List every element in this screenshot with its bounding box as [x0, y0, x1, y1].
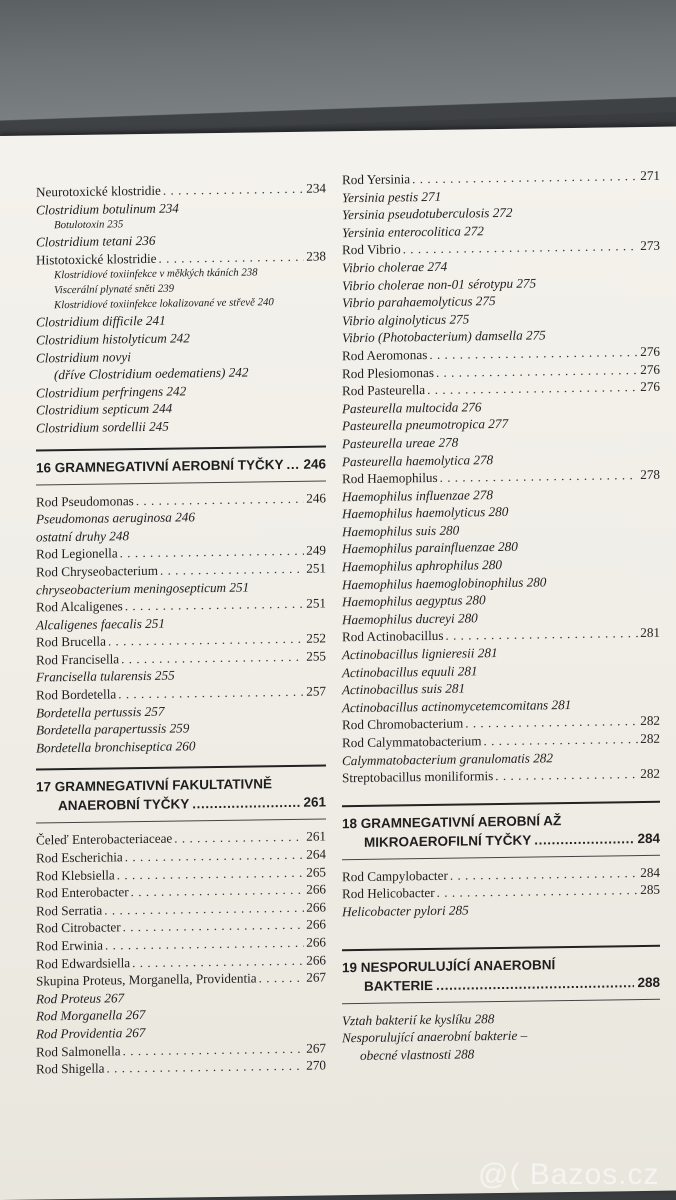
dot-leader: [163, 180, 304, 200]
toc-species: Pasteurella haemolytica 278: [342, 451, 494, 469]
toc-entry-title: Rod Chromobacterium: [342, 715, 464, 733]
toc-entry-title: Histotoxické klostridie: [36, 250, 157, 268]
toc-species: Rod Morganella 267: [36, 1007, 146, 1024]
toc-entry-title: Rod Shigella: [36, 1060, 105, 1077]
toc-entry-title: Rod Francisella: [36, 651, 120, 668]
toc-entry-page: 246: [306, 489, 326, 506]
toc-entry-page: 282: [640, 713, 660, 729]
toc-species: Clostridium novyi: [36, 348, 131, 366]
chapter-19-title-line1: 19 NESPORULUJÍCÍ ANAEROBNÍ: [342, 956, 556, 975]
dot-leader: [495, 765, 638, 785]
toc-entry-title: Rod Salmonella: [36, 1042, 121, 1060]
toc-entry-page: 266: [306, 934, 326, 950]
toc-entry-page: 278: [640, 466, 660, 483]
toc-entry-page: 284: [640, 864, 660, 880]
toc-species: Vibrio cholerae 274: [342, 258, 448, 276]
book-page: [0, 127, 676, 1200]
toc-species: Vibrio (Photobacterium) damsella 275: [342, 327, 546, 346]
toc-species: Calymmatobacterium granulomatis 282: [342, 749, 553, 768]
toc-entry-page: 282: [640, 765, 660, 782]
toc-entry-page: 276: [640, 343, 660, 359]
chapter-16-page: 246: [303, 455, 326, 472]
toc-entry-title: Rod Plesiomonas: [342, 364, 434, 381]
toc-species: Bordetella parapertussis 259: [36, 720, 190, 738]
toc-species: (dříve Clostridium oedematiens) 242: [54, 364, 249, 383]
toc-entry-page: 266: [306, 899, 326, 915]
toc-species: Helicobacter pylori 285: [342, 902, 469, 920]
toc-species: Yersinia enterocolitica 272: [342, 223, 484, 241]
toc-block-clostridia: [36, 179, 326, 437]
toc-species: Yersinia pestis 271: [342, 188, 442, 205]
toc-species: Pasteurella pneumotropica 277: [342, 416, 509, 434]
toc-block-chapter-18: [342, 864, 660, 921]
dot-leader: [403, 237, 639, 258]
dot-leader: [125, 595, 304, 615]
chapter-19-heading: [342, 944, 660, 1003]
toc-species: Haemophilus haemoglobinophilus 280: [342, 574, 547, 592]
toc-species: Clostridium sordellii 245: [36, 418, 169, 436]
dot-leader: [427, 378, 638, 399]
toc-block-continued: [342, 167, 660, 787]
toc-entry-title: Rod Alcaligenes: [36, 598, 123, 615]
toc-entry-title: Čeleď Enterobacteriaceae: [36, 831, 173, 848]
toc-entry-title: Rod Yersinia: [342, 171, 411, 188]
toc-entry-title: Rod Brucella: [36, 633, 106, 650]
toc-entry-page: 255: [306, 648, 326, 664]
toc-block-chapter-16: [36, 489, 326, 757]
toc-species: Pasteurella multocida 276: [342, 398, 482, 416]
toc-block-chapter-17: [36, 828, 326, 1078]
toc-species: Vztah bakterií ke kyslíku 288: [342, 1010, 495, 1028]
chapter-17-heading: [36, 765, 326, 824]
toc-entry-page: 276: [640, 378, 660, 395]
chapter-17-title-line2: ANAEROBNÍ TYČKY: [58, 796, 190, 814]
toc-species: Clostridium difficile 241: [36, 313, 166, 330]
chapter-17-title-line1: 17 GRAMNEGATIVNÍ FAKULTATIVNĚ: [36, 776, 273, 795]
toc-species: Actinobacillus suis 281: [342, 680, 466, 698]
toc-species: Haemophilus influenzae 278: [342, 486, 493, 504]
toc-subtopic: Klostridiové toxiinfekce lokalizované ve střevě 240: [54, 296, 274, 312]
toc-species: Rod Providentia 267: [36, 1024, 146, 1042]
toc-entry-page: 285: [640, 882, 660, 898]
dot-leader: [437, 881, 639, 901]
toc-species: Pseudomonas aeruginosa 246: [36, 509, 195, 527]
dot-leader: [412, 167, 638, 188]
toc-entry-page: 251: [306, 560, 326, 576]
dot-leader: [445, 625, 638, 645]
toc-entry-title: Rod Helicobacter: [342, 885, 435, 902]
chapter-17-page: 261: [303, 794, 326, 811]
toc-entry-title: Rod Erwinia: [36, 937, 104, 954]
toc-species: Nesporulující anaerobní bakterie –: [342, 1027, 528, 1046]
toc-species: Actinobacillus lignieresii 281: [342, 645, 498, 663]
chapter-18-heading: [342, 801, 660, 860]
toc-subtopic: Klostridiové toxiinfekce v měkkých tkáních 238: [54, 266, 258, 282]
toc-entry-page: 251: [306, 595, 326, 611]
chapter-18-title-line2: MIKROAEROFILNÍ TYČKY: [364, 832, 532, 850]
toc-species: Haemophilus ducreyi 280: [342, 610, 478, 628]
toc-entry-page: 266: [306, 916, 326, 933]
chapter-18-title-line1: 18 GRAMNEGATIVNÍ AEROBNÍ AŽ: [342, 812, 562, 832]
chapter-16-heading: [36, 445, 326, 485]
toc-species: Clostridium botulinum 234: [36, 200, 179, 218]
toc-species: Haemophilus haemolyticus 280: [342, 504, 509, 522]
toc-entry-title: Rod Bordetella: [36, 686, 117, 703]
dot-leader: [259, 969, 305, 987]
toc-species: Vibrio cholerae non-01 sérotypu 275: [342, 275, 537, 293]
toc-entry-title: Rod Haemophilus: [342, 469, 438, 487]
dot-leader: [159, 248, 305, 268]
toc-entry-title: Rod Vibrio: [342, 241, 401, 258]
toc-species: ostatní druhy 248: [36, 527, 130, 545]
toc-block-chapter-19: [342, 1007, 660, 1064]
toc-entry-title: Streptobacillus moniliformis: [342, 768, 494, 786]
toc-entry-title: Rod Pseudomonas: [36, 492, 134, 510]
toc-entry-page: 252: [306, 630, 326, 647]
toc-entry-title: Rod Campylobacter: [342, 867, 448, 885]
toc-species: Vibrio alginolyticus 275: [342, 311, 470, 328]
toc-species: Bordetella pertussis 257: [36, 703, 165, 721]
toc-species: Haemophilus parainfluenzae 280: [342, 539, 518, 557]
toc-subtopic: Viscerální plynaté sněti 239: [54, 282, 175, 297]
toc-entry-title: Rod Calymmatobacterium: [342, 733, 482, 751]
toc-entry-page: 261: [306, 828, 326, 845]
toc-entry-title: Rod Edwardsiella: [36, 954, 131, 972]
toc-entry-page: 249: [306, 542, 326, 559]
toc-entry-title: Rod Actinobacillus: [342, 628, 444, 645]
toc-species: Haemophilus aphrophilus 280: [342, 557, 502, 575]
chapter-19-page: 288: [637, 974, 660, 990]
dot-leader: [484, 730, 639, 750]
toc-entry-title: Rod Citrobacter: [36, 919, 121, 936]
toc-species: Pasteurella ureae 278: [342, 434, 459, 452]
toc-entry-page: 271: [640, 167, 660, 184]
dot-leader: [136, 489, 304, 509]
toc-species: Haemophilus suis 280: [342, 522, 460, 540]
toc-species: obecné vlastnosti 288: [360, 1046, 475, 1063]
toc-entry: [36, 1057, 326, 1079]
toc-species: Clostridium perfringens 242: [36, 383, 187, 401]
toc-entry-page: 265: [306, 864, 326, 880]
toc-entry-page: 267: [306, 1040, 326, 1056]
toc-species: Vibrio parahaemolyticus 275: [342, 293, 496, 311]
left-toc-column: [36, 179, 326, 1078]
toc-entry-title: Rod Chryseobacterium: [36, 562, 158, 580]
toc-entry-page: 266: [306, 952, 326, 968]
chapter-16-title: 16 GRAMNEGATIVNÍ AEROBNÍ TYČKY: [36, 456, 284, 476]
dot-leader: [118, 683, 304, 703]
chapter-18-page: 284: [637, 830, 660, 846]
toc-species: Rod Proteus 267: [36, 990, 125, 1007]
toc-entry-title: Skupina Proteus, Morganella, Providentia: [36, 970, 257, 989]
toc-species: Actinobacillus equuli 281: [342, 662, 478, 680]
dot-leader: [440, 466, 639, 486]
toc-species: Alcaligenes faecalis 251: [36, 615, 165, 633]
right-toc-column: [342, 167, 660, 1065]
toc-entry-title: Rod Aeromonas: [342, 346, 428, 364]
toc-entry-page: 273: [640, 238, 660, 254]
toc-entry-title: Rod Serratia: [36, 902, 103, 919]
toc-entry-page: 264: [306, 846, 326, 862]
toc-entry-title: Rod Legionella: [36, 545, 118, 562]
dot-leader: [121, 648, 304, 668]
toc-entry: [342, 765, 660, 787]
toc-species: Yersinia pseudotuberculosis 272: [342, 205, 513, 223]
toc-entry-page: 257: [306, 683, 326, 699]
toc-entry-page: 282: [640, 730, 660, 747]
toc-entry-page: 266: [306, 881, 326, 897]
toc-species: Haemophilus aegyptus 280: [342, 592, 486, 610]
toc-entry-page: 234: [306, 180, 326, 196]
toc-entry-page: 276: [640, 361, 660, 377]
toc-species: Francisella tularensis 255: [36, 668, 175, 685]
toc-entry-title: Rod Escherichia: [36, 849, 123, 866]
toc-species: Actinobacillus actinomycetemcomitans 281: [342, 696, 572, 716]
toc-subtopic: Botulotoxin 235: [54, 218, 124, 232]
toc-entry-title: Rod Enterobacter: [36, 884, 129, 901]
dot-leader: [160, 560, 304, 580]
toc-species: chryseobacterium meningosepticum 251: [36, 579, 250, 597]
toc-entry-title: Rod Klebsiella: [36, 867, 115, 884]
toc-entry-page: 281: [640, 625, 660, 641]
toc-entry-page: 267: [306, 969, 326, 985]
toc-entry-title: Rod Pasteurella: [342, 382, 426, 399]
chapter-19-title-line2: BAKTERIE: [364, 977, 434, 994]
bazos-watermark: @( Bazos.cz: [478, 1158, 660, 1191]
toc-entry-page: 238: [306, 248, 326, 264]
toc-entry-title: Neurotoxické klostridie: [36, 182, 161, 200]
dot-leader: [174, 828, 304, 847]
toc-species: Clostridium histolyticum 242: [36, 330, 190, 348]
toc-species: Clostridium tetani 236: [36, 233, 156, 250]
toc-entry-page: 270: [306, 1057, 326, 1073]
dot-leader: [107, 1057, 305, 1077]
toc-species: Bordetella bronchiseptica 260: [36, 738, 196, 756]
toc-species: Clostridium septicum 244: [36, 400, 173, 418]
